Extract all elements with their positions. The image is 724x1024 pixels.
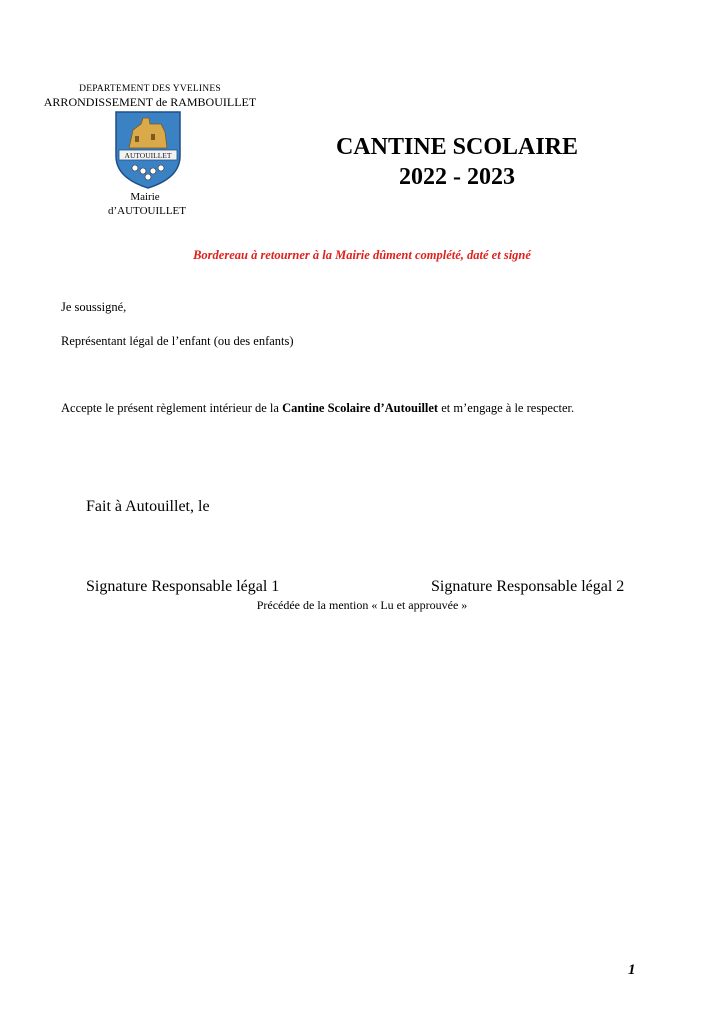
commune-label: d’AUTOUILLET xyxy=(108,205,186,217)
acceptance-paragraph xyxy=(61,398,661,418)
signature-guardian-1: Signature Responsable légal 1 xyxy=(86,578,280,595)
arrondissement-line: ARRONDISSEMENT de RAMBOUILLET xyxy=(43,95,257,109)
department-line: DEPARTEMENT DES YVELINES xyxy=(79,84,221,94)
undersigned-line: Je soussigné, xyxy=(61,300,127,314)
title-line-1: CANTINE SCOLAIRE xyxy=(335,134,579,160)
signature-guardian-2: Signature Responsable légal 2 xyxy=(431,578,625,595)
legal-representative-line: Représentant légal de l’enfant (ou des enfants) xyxy=(61,334,294,348)
signature-mention: Précédée de la mention « Lu et approuvée » xyxy=(256,598,468,612)
crest-banner-text: AUTOUILLET xyxy=(124,151,172,160)
page-number: 1 xyxy=(628,962,636,978)
title-year: 2022 - 2023 xyxy=(399,164,515,190)
place-date-line: Fait à Autouillet, le xyxy=(86,498,210,515)
acceptance-text-before: Accepte le présent règlement intérieur de la xyxy=(61,401,283,415)
mairie-label: Mairie xyxy=(130,191,160,203)
acceptance-text-after: et m’engage à le respecter. xyxy=(438,401,575,415)
return-notice: Bordereau à retourner à la Mairie dûment complété, daté et signé xyxy=(193,248,531,262)
acceptance-text-bold: Cantine Scolaire d’Autouillet xyxy=(282,401,439,415)
document-title xyxy=(300,132,614,192)
coat-of-arms-icon xyxy=(113,110,183,190)
